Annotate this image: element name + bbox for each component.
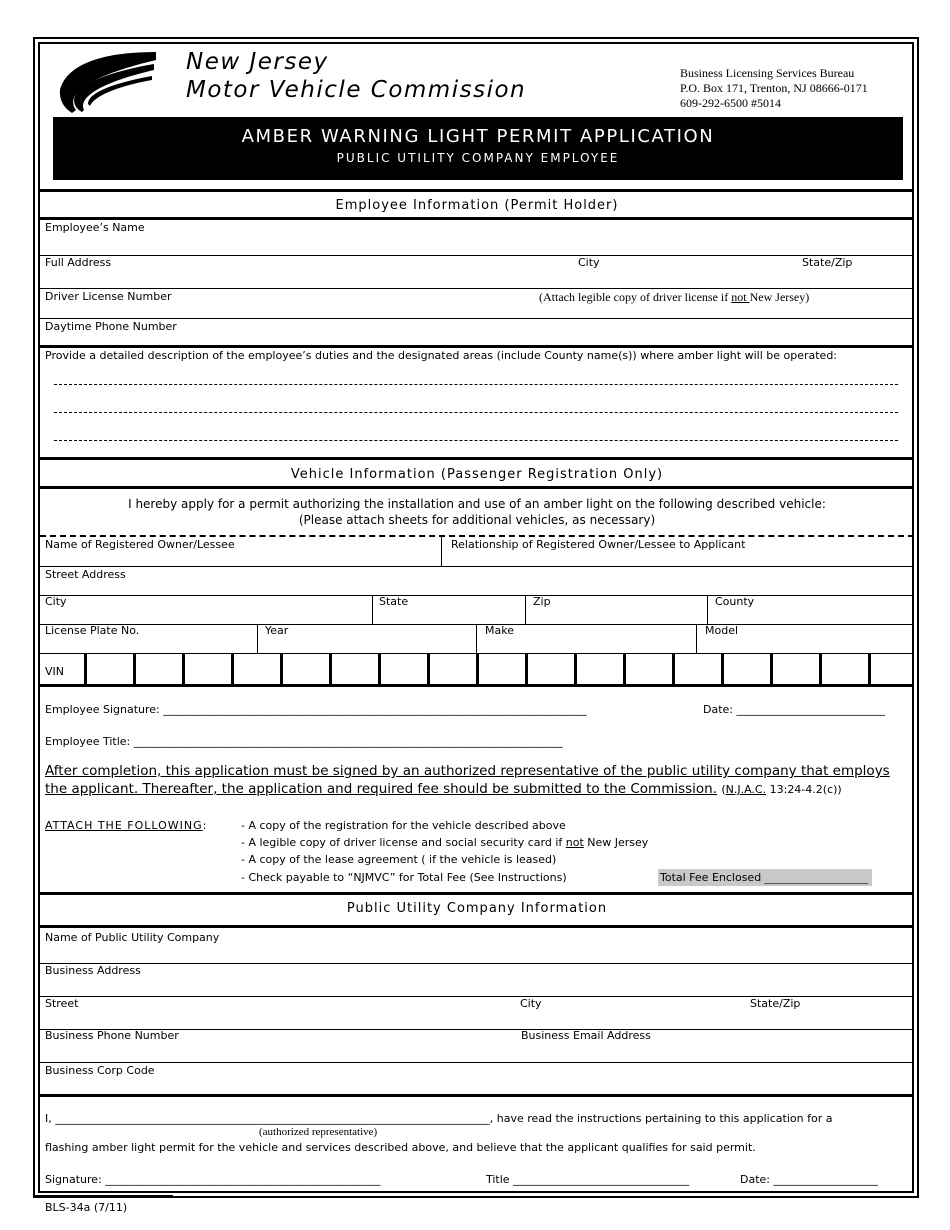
divider bbox=[40, 1094, 914, 1097]
business-phone-label: Business Phone Number bbox=[45, 1029, 179, 1042]
registered-owner-field[interactable] bbox=[45, 550, 435, 566]
business-address-label: Business Address bbox=[45, 964, 141, 977]
employee-section-title: Employee Information (Permit Holder) bbox=[335, 198, 619, 213]
attach-item-not: not bbox=[565, 836, 584, 849]
company-signature-line[interactable]: Signature: __________________________________________________ bbox=[45, 1173, 381, 1186]
divider bbox=[40, 486, 914, 489]
company-state-zip-label: State/Zip bbox=[750, 997, 801, 1010]
vin-digit-box[interactable] bbox=[868, 653, 914, 685]
vehicle-county-label: County bbox=[715, 595, 755, 608]
vin-digit-box[interactable] bbox=[574, 653, 621, 685]
vin-digit-box[interactable] bbox=[476, 653, 523, 685]
company-street-label: Street bbox=[45, 997, 79, 1010]
registered-owner-label: Name of Registered Owner/Lessee bbox=[45, 538, 235, 551]
business-address-field[interactable] bbox=[45, 977, 900, 995]
divider bbox=[441, 536, 442, 567]
full-address-field[interactable] bbox=[45, 268, 900, 286]
divider bbox=[257, 624, 258, 653]
license-note-not: not bbox=[731, 290, 750, 304]
vin-digit-box[interactable] bbox=[721, 653, 768, 685]
vin-digit-box[interactable] bbox=[819, 653, 866, 685]
make-label: Make bbox=[485, 624, 514, 637]
completion-notice bbox=[45, 762, 905, 799]
divider bbox=[372, 595, 373, 624]
vin-digit-box[interactable] bbox=[231, 653, 278, 685]
form-title: AMBER WARNING LIGHT PERMIT APPLICATION bbox=[241, 126, 715, 147]
bureau-phone: 609-292-6500 #5014 bbox=[680, 96, 781, 110]
divider bbox=[40, 189, 914, 192]
corp-code-label: Business Corp Code bbox=[45, 1064, 155, 1077]
vin-digit-box[interactable] bbox=[182, 653, 229, 685]
certification-line2: flashing amber light permit for the vehicle and services described above, and believe that the applicant qualifies for said permit. bbox=[45, 1141, 756, 1154]
divider bbox=[476, 624, 477, 653]
driver-license-label: Driver License Number bbox=[45, 290, 172, 303]
duties-description-label: Provide a detailed description of the employee’s duties and the designated areas (include County name(s)) where amber light will be operated: bbox=[45, 349, 838, 362]
vehicle-city-field[interactable] bbox=[45, 608, 365, 622]
relationship-field[interactable] bbox=[451, 550, 901, 566]
employee-date-line[interactable]: Date: ___________________________ bbox=[703, 703, 885, 716]
form-subtitle: PUBLIC UTILITY COMPANY EMPLOYEE bbox=[336, 151, 620, 165]
divider bbox=[707, 595, 708, 624]
vin-digit-box[interactable] bbox=[525, 653, 572, 685]
divider bbox=[40, 217, 914, 220]
business-email-label: Business Email Address bbox=[521, 1029, 651, 1042]
divider bbox=[40, 566, 914, 567]
street-address-field[interactable] bbox=[45, 580, 900, 594]
form-code: BLS-34a (7/11) bbox=[45, 1201, 128, 1214]
dashed-divider bbox=[40, 535, 914, 537]
divider bbox=[40, 963, 914, 964]
total-fee-label: Total Fee Enclosed bbox=[660, 871, 762, 884]
daytime-phone-label: Daytime Phone Number bbox=[45, 320, 177, 333]
full-address-label: Full Address bbox=[45, 256, 112, 269]
year-field[interactable] bbox=[265, 637, 470, 651]
attach-label: ATTACH THE FOLLOWING bbox=[45, 819, 203, 832]
attach-item-check: - Check payable to “NJMVC” for Total Fee (See Instructions) bbox=[241, 871, 567, 884]
vin-digit-box[interactable] bbox=[623, 653, 670, 685]
daytime-phone-field[interactable] bbox=[180, 320, 900, 344]
apply-statement-line1: I hereby apply for a permit authorizing the installation and use of an amber light on the following described vehicle: bbox=[128, 497, 826, 511]
vin-digit-box[interactable] bbox=[280, 653, 327, 685]
njac-ref: 13:24-4.2(c)) bbox=[769, 783, 842, 796]
corp-code-field[interactable] bbox=[45, 1077, 900, 1093]
njac-reference: (N.J.A.C. 13:24-4.2(c)) bbox=[721, 783, 842, 796]
city-label: City bbox=[578, 256, 600, 269]
agency-name-line2: Motor Vehicle Commission bbox=[186, 77, 527, 103]
divider bbox=[40, 595, 914, 596]
description-line[interactable] bbox=[54, 384, 898, 385]
vin-digit-box[interactable] bbox=[84, 653, 131, 685]
vehicle-state-label: State bbox=[379, 595, 409, 608]
company-city-label: City bbox=[520, 997, 542, 1010]
make-field[interactable] bbox=[485, 637, 690, 651]
divider bbox=[40, 255, 914, 256]
employee-name-field[interactable] bbox=[160, 232, 900, 252]
model-field[interactable] bbox=[705, 637, 905, 651]
divider bbox=[40, 288, 914, 289]
vehicle-zip-label: Zip bbox=[533, 595, 551, 608]
year-label: Year bbox=[265, 624, 289, 637]
mvc-logo-icon bbox=[58, 50, 158, 114]
bureau-address: P.O. Box 171, Trenton, NJ 08666-0171 bbox=[680, 81, 868, 95]
footer-rule bbox=[33, 1195, 173, 1196]
employee-signature-line[interactable]: Employee Signature: _____________________________________________________________________________ bbox=[45, 703, 587, 716]
vin-digit-box[interactable] bbox=[672, 653, 719, 685]
completion-text: After completion, this application must be signed by an authorized representative of the public utility company that employs the applicant. Thereafter, the application and required fee should be submitted to the Commission. bbox=[45, 763, 890, 797]
company-name-label: Name of Public Utility Company bbox=[45, 931, 220, 944]
employee-name-label: Employee’s Name bbox=[45, 221, 145, 234]
attach-following-heading: ATTACH THE FOLLOWING: bbox=[45, 819, 208, 832]
divider bbox=[40, 345, 914, 348]
vehicle-zip-field[interactable] bbox=[533, 608, 701, 622]
description-line[interactable] bbox=[54, 440, 898, 441]
authorized-rep-caption: (authorized representative) bbox=[259, 1126, 378, 1138]
street-address-label: Street Address bbox=[45, 568, 126, 581]
vin-digit-box[interactable] bbox=[378, 653, 425, 685]
vehicle-city-label: City bbox=[45, 595, 67, 608]
vin-digit-box[interactable] bbox=[770, 653, 817, 685]
njac-label: N.J.A.C. bbox=[725, 783, 767, 796]
bureau-name: Business Licensing Services Bureau bbox=[680, 66, 855, 80]
license-plate-field[interactable] bbox=[45, 637, 251, 651]
license-plate-label: License Plate No. bbox=[45, 624, 140, 637]
attach-item-license-text: - A legible copy of driver license and social security card if bbox=[241, 836, 563, 849]
company-title-line[interactable]: Title ________________________________ bbox=[486, 1173, 690, 1186]
license-note-pre: (Attach legible copy of driver license if bbox=[539, 290, 732, 304]
description-line[interactable] bbox=[54, 412, 898, 413]
form-title-banner bbox=[53, 117, 903, 180]
company-section-title: Public Utility Company Information bbox=[346, 901, 608, 916]
divider bbox=[40, 925, 914, 928]
employee-title-line[interactable]: Employee Title: ______________________________________________________________________________ bbox=[45, 735, 563, 748]
company-name-field[interactable] bbox=[45, 944, 900, 962]
divider bbox=[40, 892, 914, 895]
business-phone-field[interactable] bbox=[45, 1042, 505, 1060]
license-attach-note bbox=[539, 290, 809, 305]
total-fee-field[interactable] bbox=[764, 871, 868, 884]
total-fee-box bbox=[658, 869, 872, 886]
divider bbox=[40, 684, 914, 687]
company-street-field[interactable] bbox=[45, 1010, 900, 1028]
certification-line1[interactable]: I, _______________________________________________________________________________, have read the instructions pertaining to this application for a bbox=[45, 1112, 833, 1125]
driver-license-field[interactable] bbox=[180, 290, 520, 316]
divider bbox=[525, 595, 526, 624]
state-zip-label: State/Zip bbox=[802, 256, 853, 269]
attach-item-registration: - A copy of the registration for the vehicle described above bbox=[241, 819, 566, 832]
divider bbox=[40, 1062, 914, 1063]
divider bbox=[40, 457, 914, 460]
vin-digit-box[interactable] bbox=[329, 653, 376, 685]
bureau-contact bbox=[680, 66, 868, 111]
vin-digit-box[interactable] bbox=[133, 653, 180, 685]
model-label: Model bbox=[705, 624, 739, 637]
divider bbox=[40, 318, 914, 319]
relationship-label: Relationship of Registered Owner/Lessee to Applicant bbox=[451, 538, 746, 551]
vehicle-county-field[interactable] bbox=[715, 608, 905, 622]
apply-statement-line2: (Please attach sheets for additional vehicles, as necessary) bbox=[298, 513, 656, 527]
attach-item-lease: - A copy of the lease agreement ( if the vehicle is leased) bbox=[241, 853, 557, 866]
license-note-post: New Jersey) bbox=[749, 290, 810, 304]
attach-item-nj: New Jersey bbox=[587, 836, 649, 849]
vin-digit-box[interactable] bbox=[427, 653, 474, 685]
agency-name-line1: New Jersey bbox=[186, 49, 329, 75]
vin-label: VIN bbox=[45, 665, 64, 678]
divider bbox=[696, 624, 697, 653]
company-date-line[interactable]: Date: ___________________ bbox=[740, 1173, 878, 1186]
attach-item-license bbox=[241, 836, 648, 849]
vehicle-section-title: Vehicle Information (Passenger Registration Only) bbox=[290, 467, 664, 482]
divider bbox=[40, 624, 914, 625]
business-email-field[interactable] bbox=[521, 1042, 901, 1060]
vehicle-state-field[interactable] bbox=[379, 608, 519, 622]
